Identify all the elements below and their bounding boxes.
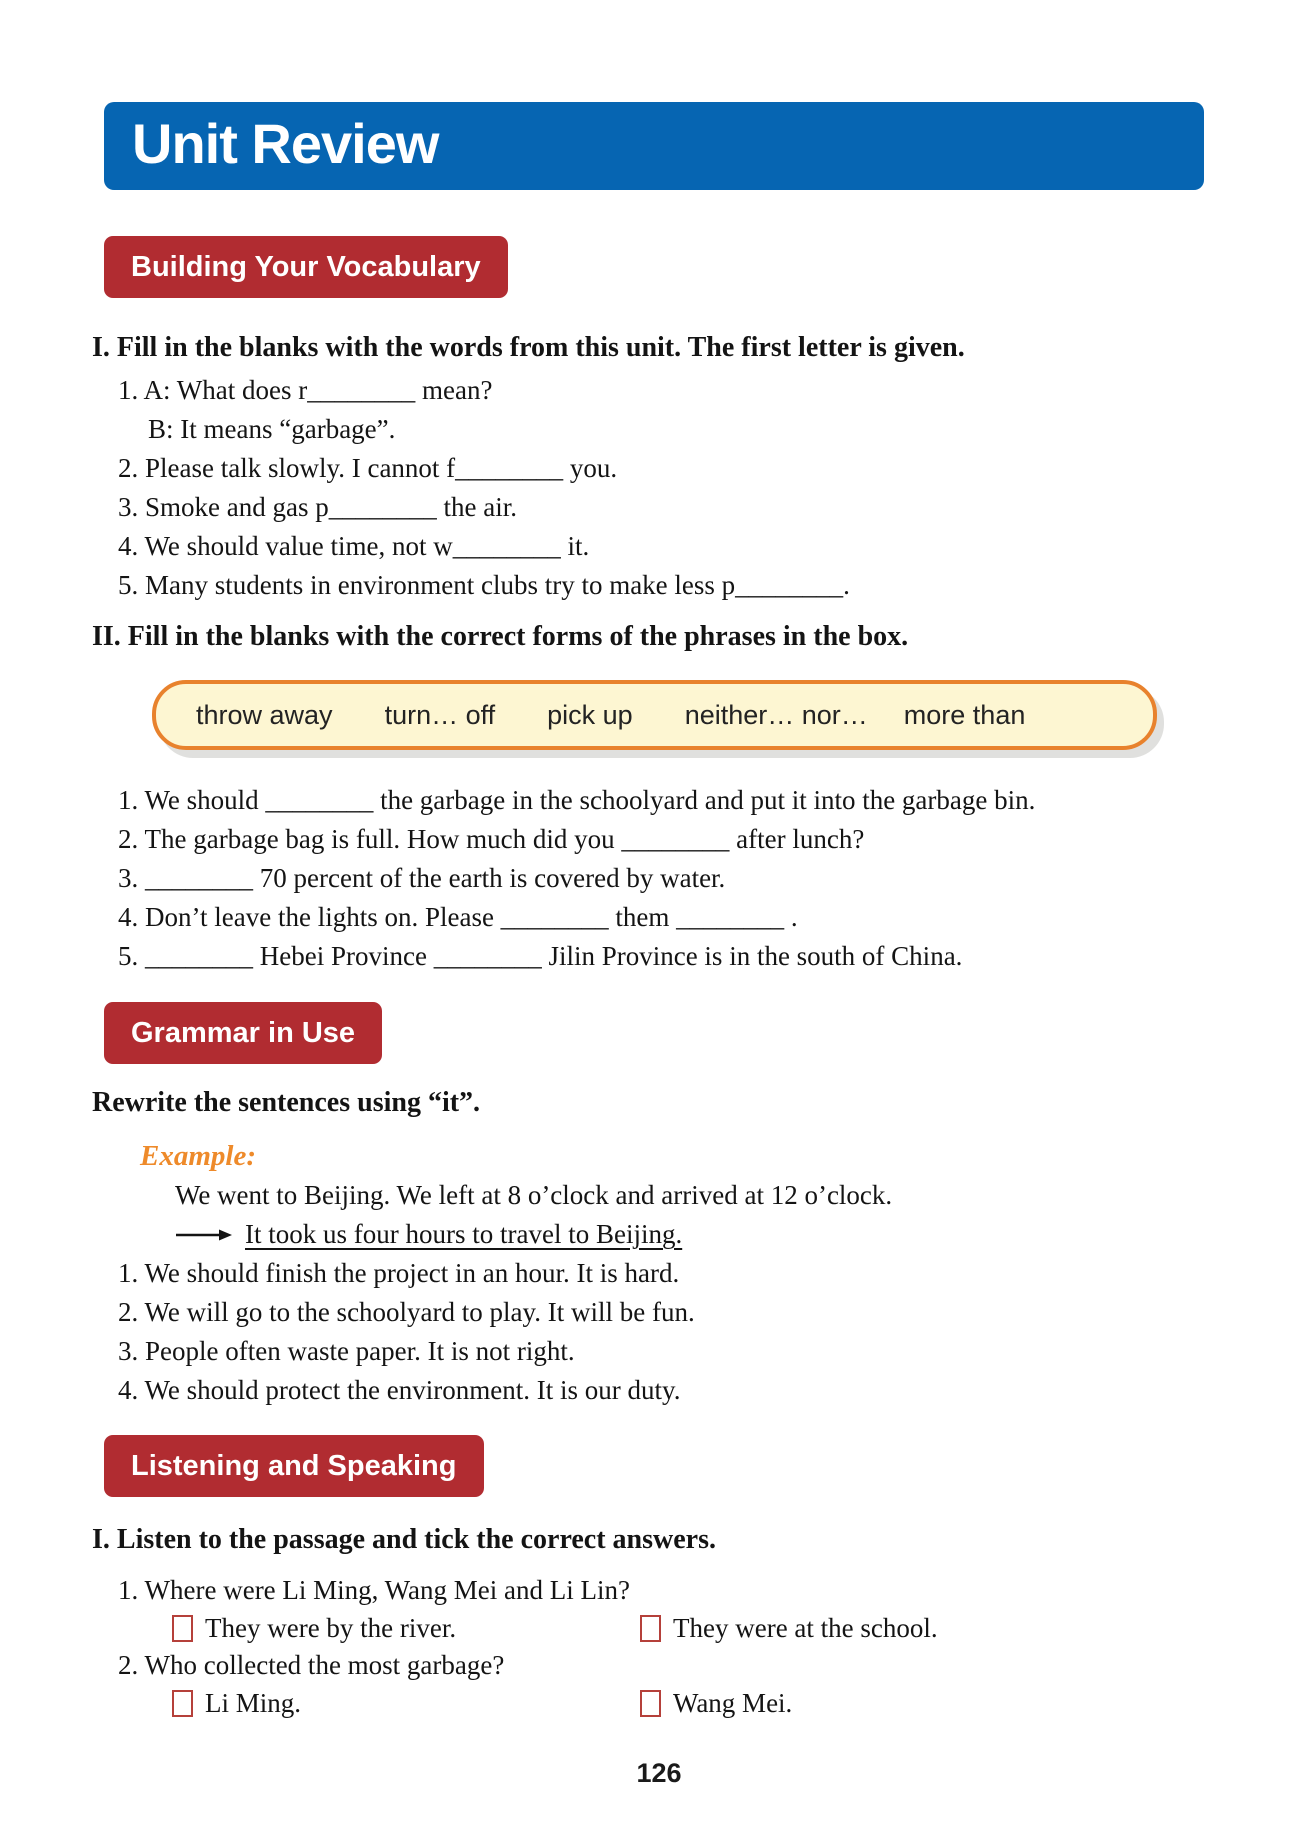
exercise-item: 1. We should finish the project in an hour. It is hard. xyxy=(118,1258,680,1288)
vocab-part1-list xyxy=(92,371,1226,605)
answer-option xyxy=(640,1685,792,1721)
exercise-item: 5. ________ Hebei Province ________ Jilin Province is in the south of China. xyxy=(118,941,963,971)
long-right-arrow-icon xyxy=(175,1227,233,1243)
exercise-item: 2. Please talk slowly. I cannot f________ you. xyxy=(118,453,618,483)
page-number: 126 xyxy=(636,1758,682,1788)
vocab-part1-heading: I. Fill in the blanks with the words from this unit. The first letter is given. xyxy=(92,332,965,363)
exercise-item: 1. A: What does r________ mean? xyxy=(118,375,493,405)
exercise-item: B: It means “garbage”. xyxy=(148,414,396,444)
exercise-item: 2. We will go to the schoolyard to play. It will be fun. xyxy=(118,1297,695,1327)
listening-questions xyxy=(92,1571,1226,1721)
example-label: Example: xyxy=(140,1140,256,1172)
page-title: Unit Review xyxy=(132,112,439,175)
option-label: They were at the school. xyxy=(673,1613,938,1643)
question-text: 1. Where were Li Ming, Wang Mei and Li Lin? xyxy=(118,1575,630,1605)
option-label: Wang Mei. xyxy=(673,1688,793,1718)
grammar-list xyxy=(92,1254,1226,1410)
example-source-sentence: We went to Beijing. We left at 8 o’clock and arrived at 12 o’clock. xyxy=(175,1180,893,1210)
answer-checkbox[interactable] xyxy=(640,1615,661,1642)
answer-checkbox[interactable] xyxy=(640,1690,661,1717)
option-label: They were by the river. xyxy=(205,1613,457,1643)
answer-checkbox[interactable] xyxy=(172,1690,193,1717)
answer-option-row xyxy=(172,1685,1226,1721)
exercise-item: 3. ________ 70 percent of the earth is covered by water. xyxy=(118,863,726,893)
exercise-item: 3. People often waste paper. It is not right. xyxy=(118,1336,575,1366)
section-badge-vocabulary: Building Your Vocabulary xyxy=(104,236,508,298)
grammar-heading: Rewrite the sentences using “it”. xyxy=(92,1087,481,1118)
phrase-item: throw away xyxy=(196,699,333,730)
unit-title-bar xyxy=(104,102,1204,190)
answer-checkbox[interactable] xyxy=(172,1615,193,1642)
phrase-item: neither… nor… xyxy=(684,699,868,730)
exercise-item: 3. Smoke and gas p________ the air. xyxy=(118,492,517,522)
vocab-part2-heading: II. Fill in the blanks with the correct forms of the phrases in the box. xyxy=(92,621,909,652)
answer-option xyxy=(172,1610,640,1646)
answer-option xyxy=(172,1685,640,1721)
question-text: 2. Who collected the most garbage? xyxy=(118,1650,505,1680)
exercise-item: 1. We should ________ the garbage in the schoolyard and put it into the garbage bin. xyxy=(118,785,1036,815)
phrase-item: more than xyxy=(903,699,1026,730)
example-result-sentence: It took us four hours to travel to Beijing. xyxy=(245,1219,683,1249)
exercise-item: 2. The garbage bag is full. How much did you ________ after lunch? xyxy=(118,824,865,854)
phrase-item: pick up xyxy=(547,699,633,730)
vocab-part2-list xyxy=(92,781,1226,976)
example-result-line xyxy=(175,1215,1226,1254)
answer-option-row xyxy=(172,1610,1226,1646)
exercise-item: 5. Many students in environment clubs try to make less p________. xyxy=(118,570,850,600)
answer-option xyxy=(640,1610,938,1646)
phrase-item: turn… off xyxy=(384,699,496,730)
exercise-item: 4. We should protect the environment. It is our duty. xyxy=(118,1375,681,1405)
exercise-item: 4. Don’t leave the lights on. Please ________ them ________ . xyxy=(118,902,798,932)
phrase-word-bank xyxy=(152,680,1157,750)
listening-heading: I. Listen to the passage and tick the correct answers. xyxy=(92,1524,716,1555)
exercise-item: 4. We should value time, not w________ it. xyxy=(118,531,590,561)
section-badge-listening: Listening and Speaking xyxy=(104,1435,484,1497)
section-badge-grammar: Grammar in Use xyxy=(104,1002,382,1064)
option-label: Li Ming. xyxy=(205,1688,302,1718)
